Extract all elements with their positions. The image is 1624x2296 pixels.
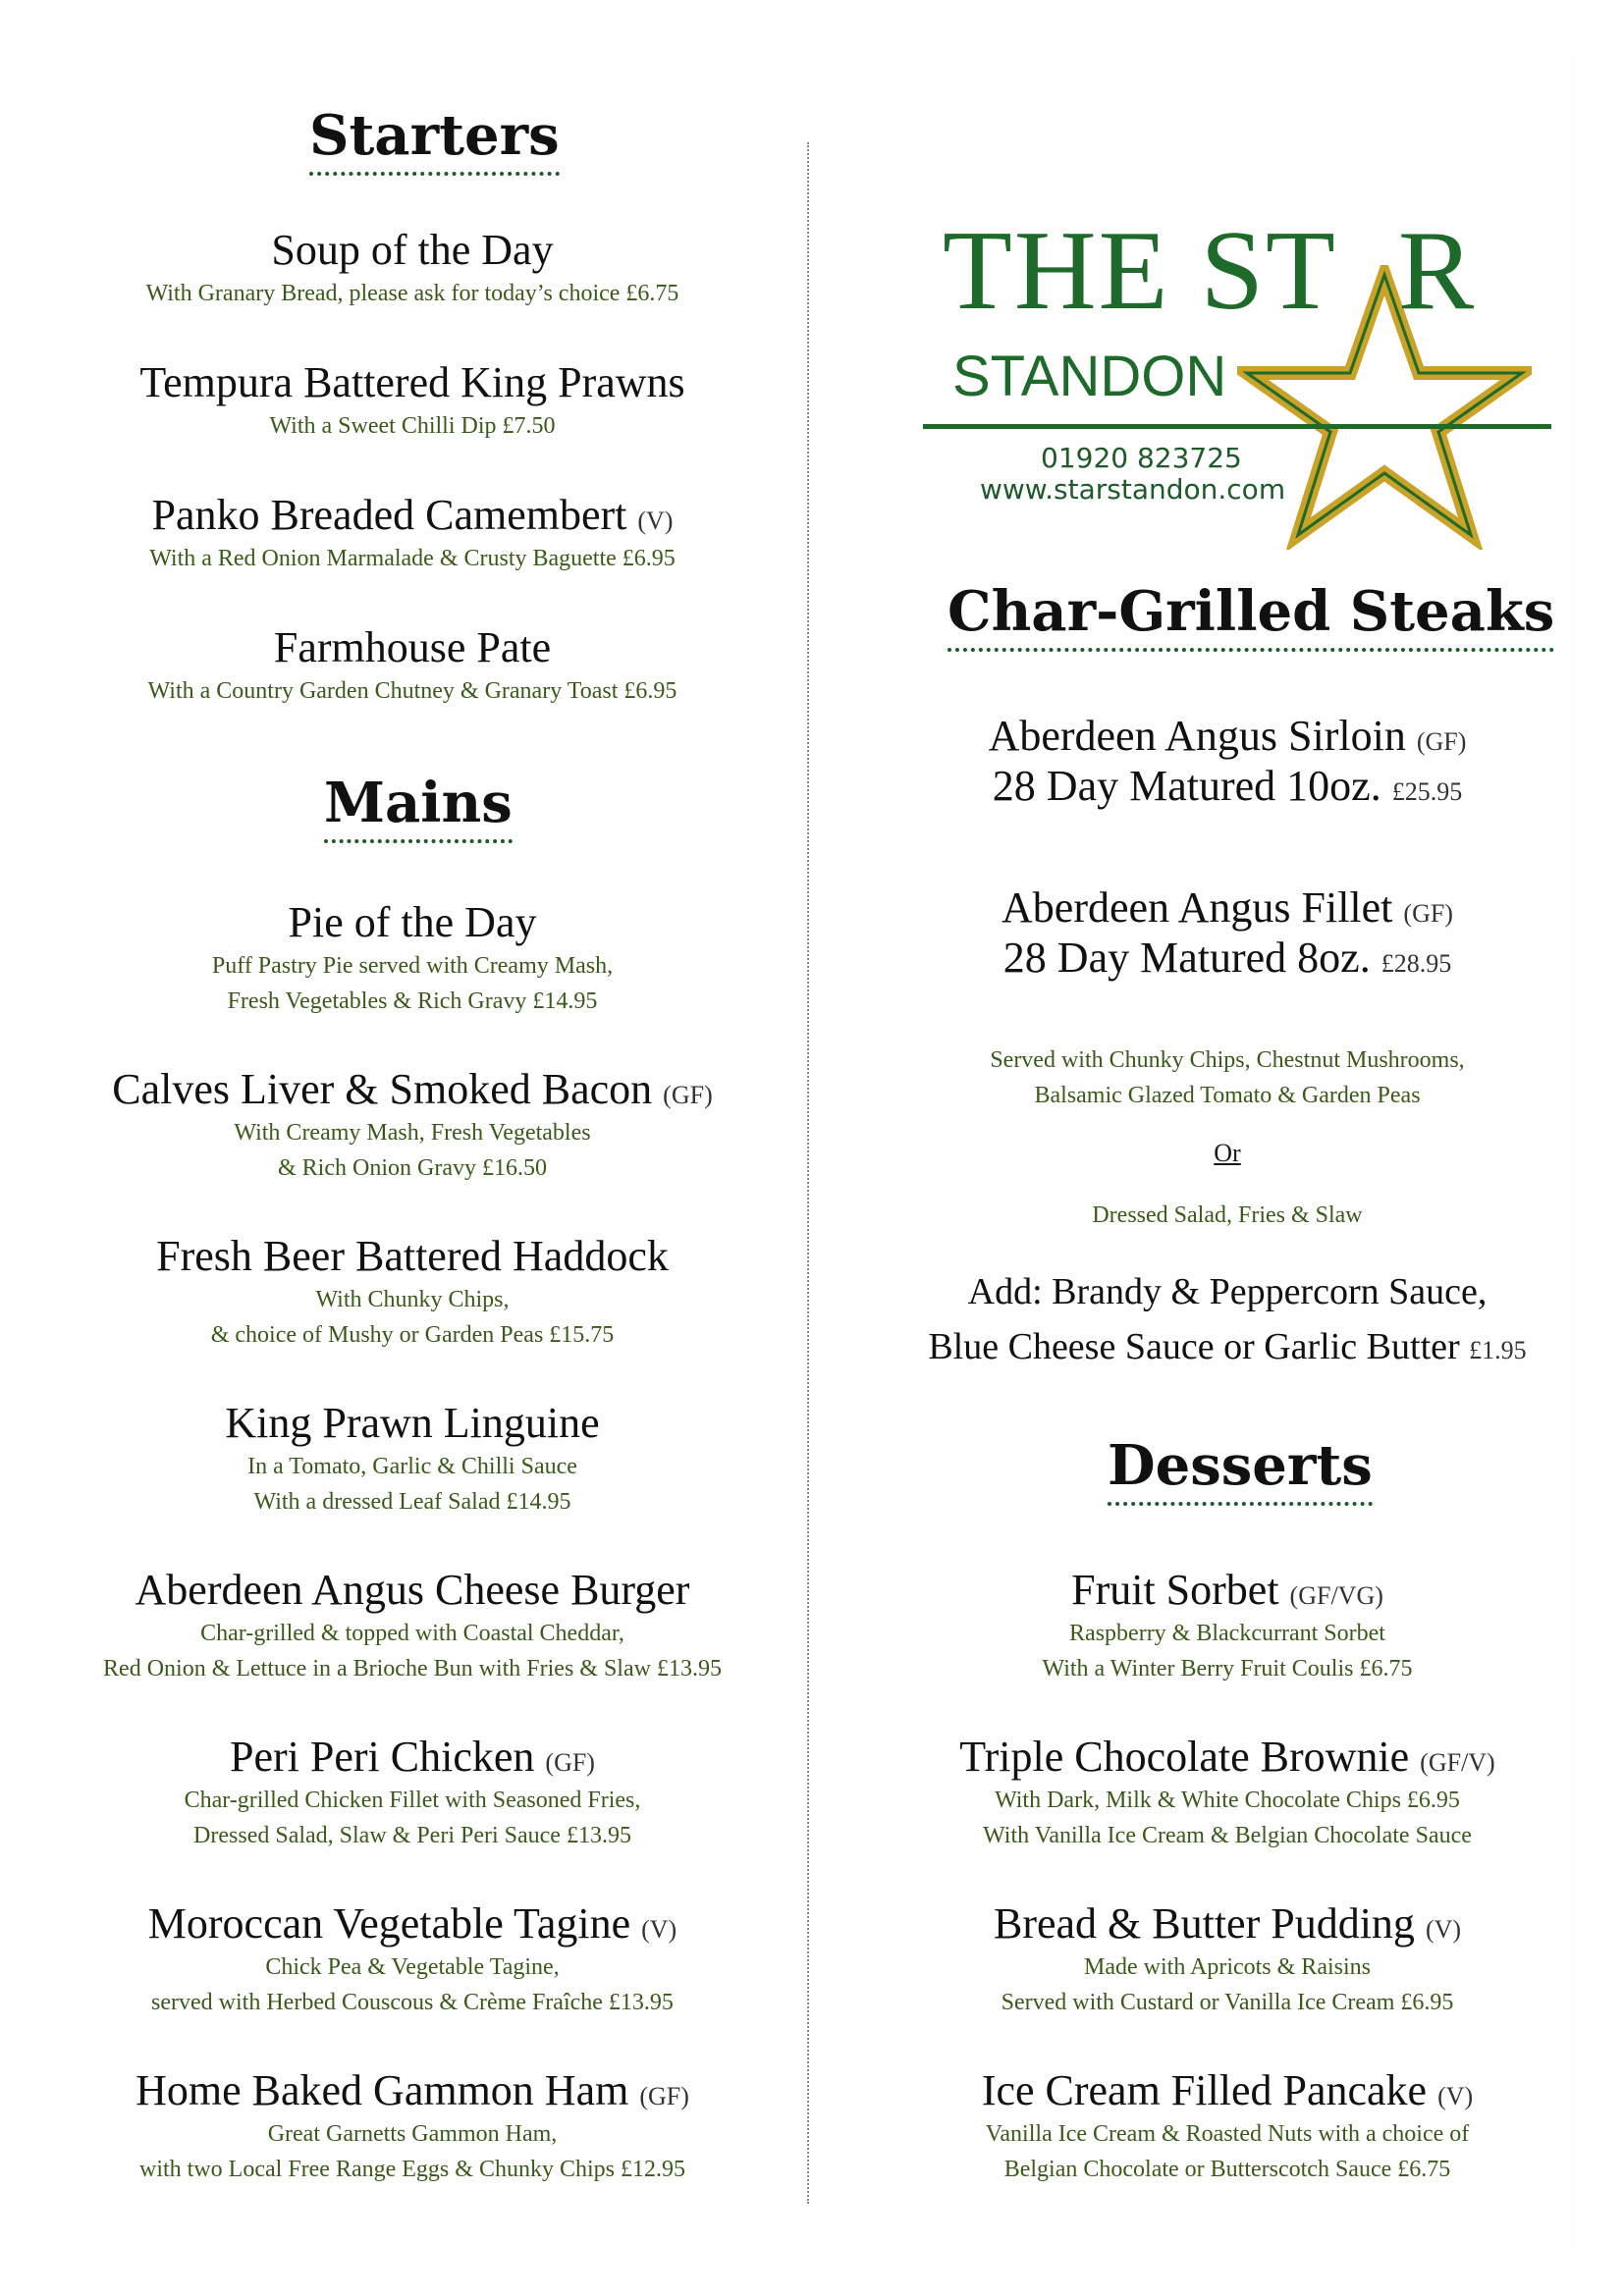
website-link[interactable]: www.starstandon.com: [980, 473, 1286, 506]
item-description: Char-grilled Chicken Fillet with Seasoned Fries,: [184, 1787, 641, 1813]
item-description: Vanilla Ice Cream & Roasted Nuts with a choice of: [985, 2120, 1470, 2147]
menu-item: [39, 898, 785, 1019]
menu-item: [39, 491, 785, 576]
steak-item: [864, 712, 1591, 811]
item-description: Red Onion & Lettuce in a Brioche Bun with Fries & Slaw £13.95: [103, 1655, 722, 1682]
item-description: With Creamy Mash, Fresh Vegetables: [234, 1119, 591, 1146]
item-description: Char-grilled & topped with Coastal Cheddar,: [200, 1620, 624, 1646]
steak-alternative: [864, 1198, 1591, 1233]
item-description: Chick Pea & Vegetable Tagine,: [265, 1953, 560, 1980]
item-detail: 28 Day Matured 10oz.: [992, 761, 1381, 810]
item-price: £28.95: [1380, 948, 1452, 978]
item-description: Served with Custard or Vanilla Ice Cream £6.95: [1001, 1989, 1454, 2015]
restaurant-logo: [913, 206, 1551, 510]
item-description: With Granary Bread, please ask for today’s choice £6.75: [145, 280, 679, 306]
menu-item: [39, 1899, 785, 2020]
dietary-tag: (GF): [663, 1081, 713, 1109]
or-label: Or: [1214, 1139, 1241, 1167]
dietary-tag: (V): [637, 507, 674, 535]
dietary-tag: (GF): [545, 1748, 595, 1777]
item-name: King Prawn Linguine: [225, 1399, 600, 1447]
item-description: Puff Pastry Pie served with Creamy Mash,: [211, 952, 614, 979]
item-name: Peri Peri Chicken: [230, 1733, 535, 1781]
served-line: Served with Chunky Chips, Chestnut Mushrooms,: [990, 1047, 1465, 1073]
item-description: & choice of Mushy or Garden Peas £15.75: [210, 1321, 615, 1348]
item-name: Aberdeen Angus Sirloin: [988, 712, 1406, 760]
menu-item: [864, 1566, 1591, 1686]
item-name: Aberdeen Angus Fillet: [1001, 883, 1393, 932]
logo-title: THE ST R: [943, 208, 1477, 334]
item-name: Fresh Beer Battered Haddock: [156, 1232, 669, 1280]
menu-item: [39, 623, 785, 709]
item-name: Fruit Sorbet: [1071, 1566, 1279, 1614]
item-price: £25.95: [1391, 776, 1463, 806]
item-description: With Dark, Milk & White Chocolate Chips £6.95: [995, 1787, 1460, 1813]
menu-item: [39, 226, 785, 311]
logo-subtitle: STANDON: [952, 345, 1227, 408]
item-name: Calves Liver & Smoked Bacon: [112, 1065, 653, 1113]
item-name: Ice Cream Filled Pancake: [981, 2066, 1428, 2114]
item-name: Triple Chocolate Brownie: [959, 1733, 1410, 1781]
item-name: Pie of the Day: [288, 898, 537, 946]
steak-served-with: [864, 1042, 1591, 1113]
phone-number: 01920 823725: [1041, 442, 1242, 474]
menu-item: [39, 1733, 785, 1853]
item-name: Farmhouse Pate: [273, 623, 552, 671]
addon-line: Blue Cheese Sauce or Garlic Butter: [928, 1326, 1460, 1367]
addon-line: Add: Brandy & Peppercorn Sauce,: [967, 1271, 1488, 1312]
item-description: served with Herbed Couscous & Crème Fraîche £13.95: [151, 1989, 674, 2015]
item-description: Made with Apricots & Raisins: [1084, 1953, 1371, 1980]
item-detail: 28 Day Matured 8oz.: [1002, 933, 1371, 982]
item-description: With a Winter Berry Fruit Coulis £6.75: [1042, 1655, 1413, 1682]
dietary-tag: (V): [1425, 1915, 1462, 1944]
dietary-tag: (V): [1437, 2082, 1474, 2110]
item-name: Tempura Battered King Prawns: [139, 358, 685, 406]
dietary-tag: (GF): [1416, 727, 1467, 756]
item-description: Dressed Salad, Slaw & Peri Peri Sauce £13.95: [193, 1822, 631, 1848]
item-description: Belgian Chocolate or Butterscotch Sauce £6.75: [1003, 2156, 1451, 2182]
menu-item: [864, 1733, 1591, 1853]
item-description: With Vanilla Ice Cream & Belgian Chocolate Sauce: [983, 1822, 1472, 1848]
dietary-tag: (GF/VG): [1289, 1581, 1383, 1610]
menu-item: [864, 1899, 1591, 2020]
item-description: & Rich Onion Gravy £16.50: [278, 1154, 547, 1181]
menu-item: [864, 2066, 1591, 2187]
menu-item: [39, 1399, 785, 1520]
steak-item: [864, 883, 1591, 983]
addon-price: £1.95: [1469, 1336, 1527, 1364]
item-name: Aberdeen Angus Cheese Burger: [135, 1566, 690, 1614]
item-name: Panko Breaded Camembert: [151, 491, 627, 539]
item-description: In a Tomato, Garlic & Chilli Sauce: [247, 1453, 577, 1479]
mains-heading: Mains: [324, 771, 513, 843]
item-description: With a dressed Leaf Salad £14.95: [253, 1488, 571, 1515]
dietary-tag: (GF): [1403, 899, 1453, 928]
dietary-tag: (GF/V): [1420, 1748, 1495, 1777]
item-description: Fresh Vegetables & Rich Gravy £14.95: [227, 988, 598, 1014]
served-line: Balsamic Glazed Tomato & Garden Peas: [1034, 1083, 1421, 1108]
menu-item: [39, 1065, 785, 1186]
item-name: Moroccan Vegetable Tagine: [147, 1899, 631, 1948]
item-name: Bread & Butter Pudding: [993, 1899, 1415, 1948]
item-name: Home Baked Gammon Ham: [135, 2066, 629, 2114]
or-separator: [864, 1139, 1591, 1168]
item-description: Raspberry & Blackcurrant Sorbet: [1069, 1620, 1385, 1646]
item-name: Soup of the Day: [271, 226, 554, 274]
menu-item: [39, 358, 785, 444]
menu-item: [39, 2066, 785, 2187]
desserts-heading: Desserts: [1108, 1433, 1373, 1506]
item-description: With a Red Onion Marmalade & Crusty Baguette £6.95: [149, 545, 676, 571]
steaks-heading: Char-Grilled Steaks: [947, 579, 1554, 652]
item-description: With a Country Garden Chutney & Granary Toast £6.95: [147, 677, 677, 704]
sauce-addon: [864, 1264, 1591, 1378]
column-divider: [807, 142, 809, 2204]
item-description: with two Local Free Range Eggs & Chunky Chips £12.95: [139, 2156, 685, 2182]
alternative-line: Dressed Salad, Fries & Slaw: [1092, 1202, 1363, 1228]
dietary-tag: (GF): [639, 2082, 689, 2110]
item-description: With a Sweet Chilli Dip £7.50: [269, 412, 556, 439]
starters-heading: Starters: [309, 103, 560, 176]
item-description: With Chunky Chips,: [315, 1286, 510, 1312]
menu-item: [39, 1566, 785, 1686]
item-description: Great Garnetts Gammon Ham,: [267, 2120, 558, 2147]
logo-rule: [923, 424, 1551, 429]
dietary-tag: (V): [641, 1915, 677, 1944]
menu-item: [39, 1232, 785, 1353]
